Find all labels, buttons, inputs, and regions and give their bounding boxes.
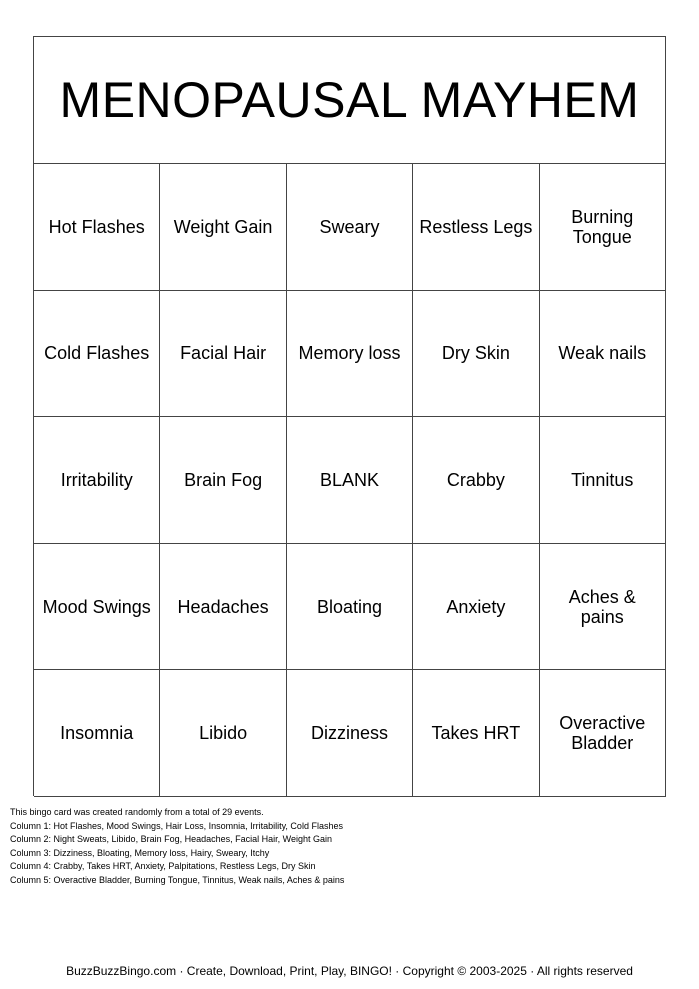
notes-column-1: Column 1: Hot Flashes, Mood Swings, Hair Loss, Insomnia, Irritability, Cold Flashes [10,820,343,831]
bingo-cell-r5-c3: Dizziness [287,670,413,797]
bingo-cell-r1-c4: Restless Legs [413,164,539,291]
bingo-cell-r5-c1: Insomnia [34,670,160,797]
bingo-cell-r4-c3: Bloating [287,544,413,671]
bingo-cell-r2-c3: Memory loss [287,291,413,418]
bingo-cell-r4-c4: Anxiety [413,544,539,671]
notes-column-5: Column 5: Overactive Bladder, Burning Tongue, Tinnitus, Weak nails, Aches & pains [10,874,345,885]
bingo-cell-r4-c1: Mood Swings [34,544,160,671]
bingo-cell-r2-c2: Facial Hair [160,291,286,418]
bingo-cell-r1-c2: Weight Gain [160,164,286,291]
bingo-cell-r4-c5: Aches & pains [540,544,666,671]
bingo-cell-r3-c2: Brain Fog [160,417,286,544]
bingo-cell-r1-c5: Burning Tongue [540,164,666,291]
bingo-cell-r2-c1: Cold Flashes [34,291,160,418]
page-footer: BuzzBuzzBingo.com · Create, Download, Print, Play, BINGO! · Copyright © 2003-2025 · All rights reserved [66,964,633,978]
notes-intro: This bingo card was created randomly from a total of 29 events. [10,807,264,817]
bingo-cell-r3-c1: Irritability [34,417,160,544]
notes-column-4: Column 4: Crabby, Takes HRT, Anxiety, Palpitations, Restless Legs, Dry Skin [10,861,316,871]
bingo-cell-r5-c2: Libido [160,670,286,797]
bingo-cell-r1-c3: Sweary [287,164,413,291]
bingo-cell-r3-c5: Tinnitus [540,417,666,544]
bingo-cell-r5-c5: Overactive Bladder [540,670,666,797]
bingo-card [33,36,666,796]
bingo-cell-r2-c5: Weak nails [540,291,666,418]
bingo-cell-r5-c4: Takes HRT [413,670,539,797]
card-title-row [34,37,666,164]
bingo-cell-r4-c2: Headaches [160,544,286,671]
card-notes [10,806,344,887]
bingo-cell-free-space: BLANK [287,417,413,544]
bingo-cell-r2-c4: Dry Skin [413,291,539,418]
bingo-cell-r1-c1: Hot Flashes [34,164,160,291]
notes-column-2: Column 2: Night Sweats, Libido, Brain Fog, Headaches, Facial Hair, Weight Gain [10,834,332,844]
bingo-cell-r3-c4: Crabby [413,417,539,544]
bingo-grid [34,164,666,797]
notes-column-3: Column 3: Dizziness, Bloating, Memory loss, Hairy, Sweary, Itchy [10,847,270,858]
card-title: MENOPAUSAL MAYHEM [59,72,640,128]
